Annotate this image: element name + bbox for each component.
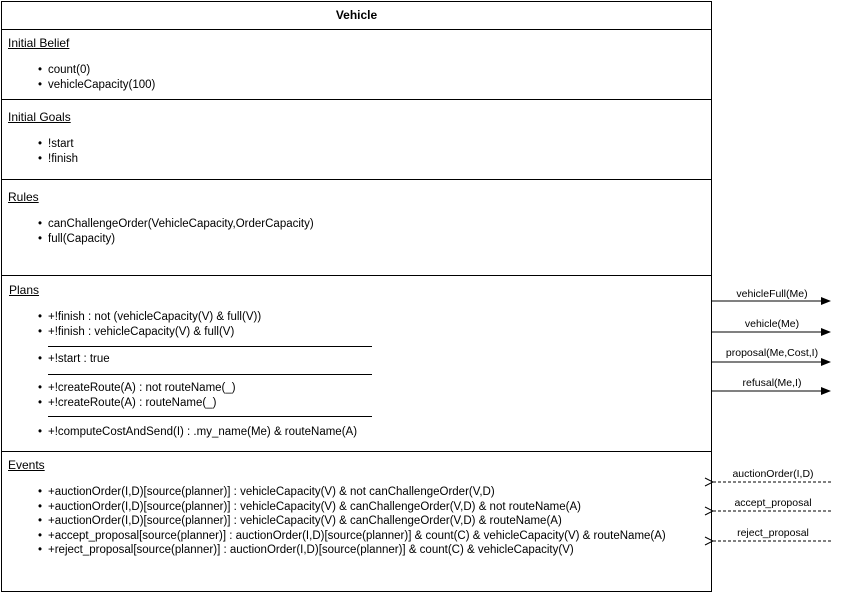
plan-item: • +!createRoute(A) : routeName(_) [48,396,236,411]
event-item: • +auctionOrder(I,D)[source(planner)] : vehicleCapacity(V) & canChallengeOrder(V,D) & routeName(A) [48,514,666,529]
event-item: • +auctionOrder(I,D)[source(planner)] : vehicleCapacity(V) & not canChallengeOrder(V,D) [48,485,666,500]
message-label-vehicle: vehicle(Me) [744,318,800,330]
event-item: • +accept_proposal[source(planner)] : auctionOrder(I,D)[source(planner)] & count(C) & vehicleCapacity(V) & routeName(A) [48,529,666,544]
message-label-refusal: refusal(Me,I) [742,377,802,389]
goal-item: • !finish [48,152,78,167]
goal-item: • !start [48,137,78,152]
plans-heading: Plans [9,283,40,297]
plan-item: • +!computeCostAndSend(I) : .my_name(Me) & routeName(A) [48,425,357,440]
rules-heading: Rules [8,190,39,204]
belief-item: • count(0) [48,63,155,78]
plan-item: • +!finish : vehicleCapacity(V) & full(V) [48,325,261,340]
message-label-accept-proposal: accept_proposal [734,497,812,509]
initial-goals-heading: Initial Goals [8,110,71,124]
plan-item: • +!createRoute(A) : not routeName(_) [48,381,236,396]
plan-item: • +!finish : not (vehicleCapacity(V) & full(V)) [48,310,261,325]
agent-title: Vehicle [2,2,711,30]
message-label-proposal: proposal(Me,Cost,I) [725,347,819,359]
event-item: • +reject_proposal[source(planner)] : auctionOrder(I,D)[source(planner)] & count(C) & vehicleCapacity(V) [48,543,666,558]
initial-belief-heading: Initial Belief [8,36,70,50]
plan-item: • +!start : true [48,352,110,367]
message-label-auction-order: auctionOrder(I,D) [732,468,814,480]
event-item: • +auctionOrder(I,D)[source(planner)] : vehicleCapacity(V) & canChallengeOrder(V,D) & not routeName(A) [48,500,666,515]
belief-item: • vehicleCapacity(100) [48,78,155,93]
rule-item: • full(Capacity) [48,232,314,247]
message-label-reject-proposal: reject_proposal [737,527,809,539]
message-label-vehicle-full: vehicleFull(Me) [736,288,808,300]
rule-item: • canChallengeOrder(VehicleCapacity,OrderCapacity) [48,217,314,232]
events-heading: Events [8,458,45,472]
